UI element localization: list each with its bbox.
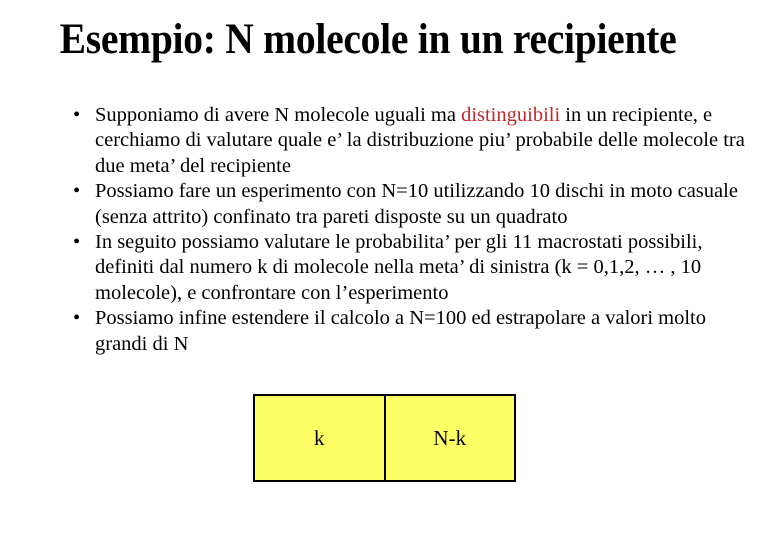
- right-half-label: N-k: [433, 425, 467, 450]
- bullet-icon: •: [73, 307, 81, 330]
- bullet-item: [73, 230, 753, 306]
- bullet-text: Possiamo infine estendere il calcolo a N=100 ed estrapolare a valori molto grandi di N: [95, 307, 706, 355]
- left-half-label: k: [314, 425, 325, 450]
- right-half: [386, 396, 515, 480]
- bullet-text: In seguito possiamo valutare le probabilita’ per gli 11 macrostati possibili, definiti dal numero k di molecole nella meta’ di sinistra (k = 0,1,2, … , 10 molecole), e confrontare con l’esperimento: [95, 231, 703, 304]
- bullet-icon: •: [73, 104, 81, 126]
- bullet-list: [73, 103, 753, 357]
- container-diagram: [253, 394, 516, 482]
- bullet-text: Supponiamo di avere N molecole uguali ma: [95, 104, 462, 126]
- bullet-item: [73, 179, 753, 230]
- bullet-item: [73, 306, 753, 357]
- bullet-icon: •: [73, 231, 81, 254]
- slide-title: Esempio: N molecole in un recipiente: [59, 16, 677, 63]
- left-half: [255, 396, 386, 480]
- highlighted-word: distinguibili: [461, 104, 561, 126]
- bullet-icon: •: [73, 180, 81, 203]
- bullet-item: [73, 103, 753, 179]
- bullet-text: in un recipiente, e cerchiamo di valutare quale e’ la distribuzione piu’ probabile delle molecole tra due meta’ del recipiente: [95, 104, 745, 177]
- bullet-text: Possiamo fare un esperimento con N=10 utilizzando 10 dischi in moto casuale (senza attrito) confinato tra pareti disposte su un quadrato: [95, 180, 738, 228]
